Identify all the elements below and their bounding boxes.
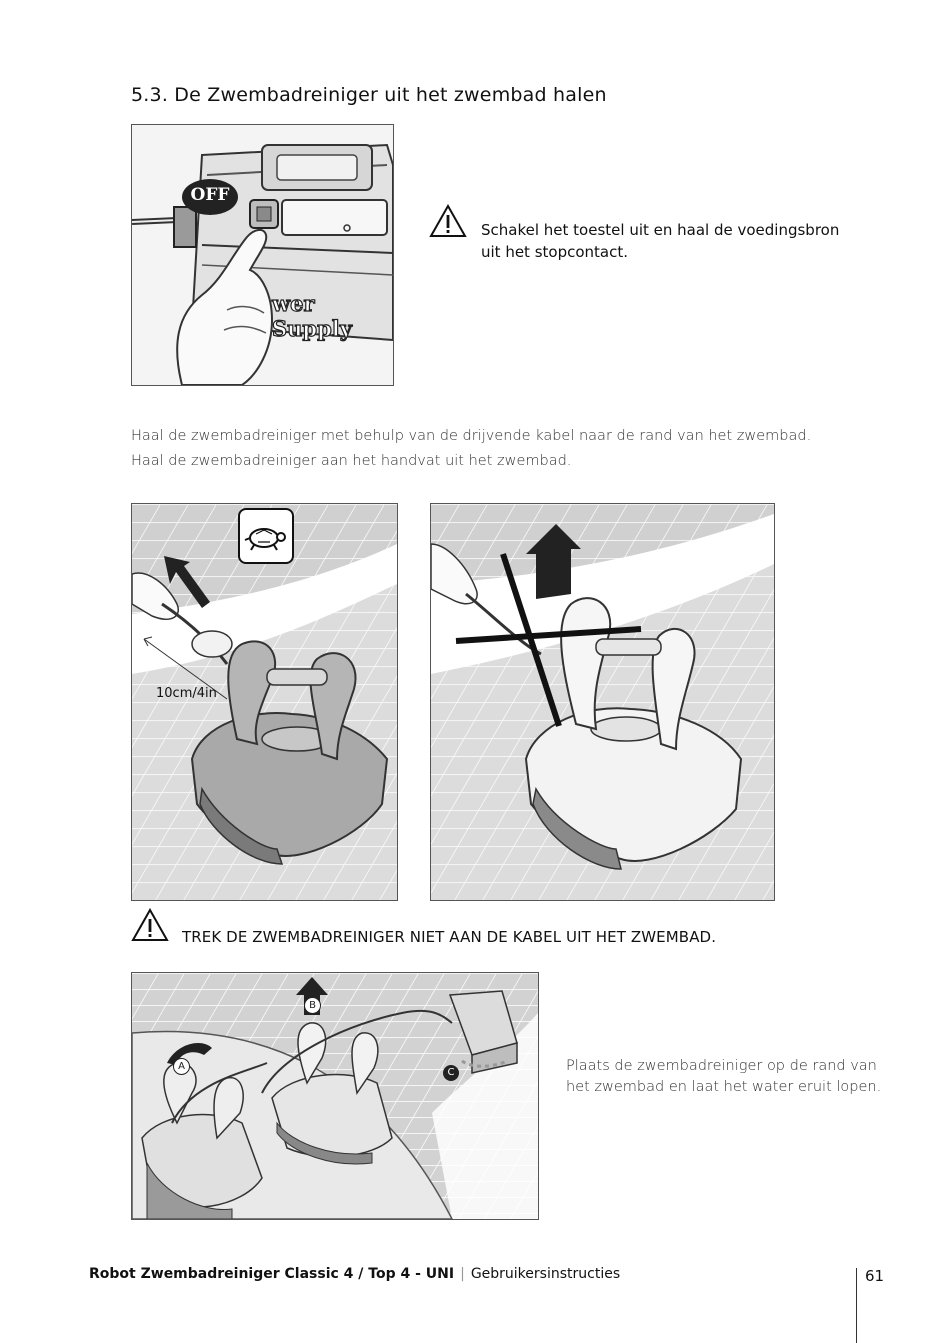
drain-instruction [566,1056,881,1098]
figure-drain-on-edge [131,972,539,1220]
page-number: 61 [865,1267,885,1285]
label-c-badge: C [443,1065,459,1081]
footer-separator: | [460,1266,465,1282]
turtle-icon [238,508,294,564]
footer-doc-type: Gebruikersinstructies [470,1266,621,1282]
warning-text-2: TREK DE ZWEMBADREINIGER NIET AAN DE KABEL UIT HET ZWEMBAD. [182,928,717,946]
footer-product: Robot Zwembadreiniger Classic 4 / Top 4 - UNI [89,1266,455,1282]
warning-text-line2: uit het stopcontact. [481,243,629,261]
warning-icon [429,204,467,238]
figure-power-supply-off [131,124,394,386]
instruction-line2: Haal de zwembadreiniger aan het handvat uit het zwembad. [131,453,572,469]
instructions-paragraph [131,424,871,474]
label-a-badge: A [173,1058,190,1075]
label-b-badge: B [304,997,321,1014]
off-badge-label: OFF [190,185,230,205]
warning-text-1 [481,219,839,263]
warning-icon [131,908,169,942]
figure-pull-to-edge [131,503,398,901]
drain-line1: Plaats de zwembadreiniger op de rand van [566,1058,877,1074]
footer-divider [856,1268,857,1343]
footer [89,1266,620,1282]
instruction-line1: Haal de zwembadreiniger met behulp van de drijvende kabel naar de rand van het zwembad. [131,428,812,444]
power-supply-label: wer Supply [272,291,352,341]
warning-text-line1: Schakel het toestel uit en haal de voedingsbron [481,221,840,239]
section-title: 5.3. De Zwembadreiniger uit het zwembad halen [131,84,607,106]
distance-label: 10cm/4in [156,686,217,701]
drain-line2: het zwembad en laat het water eruit lopen. [566,1079,882,1095]
figure-do-not-pull-by-cable [430,503,775,901]
